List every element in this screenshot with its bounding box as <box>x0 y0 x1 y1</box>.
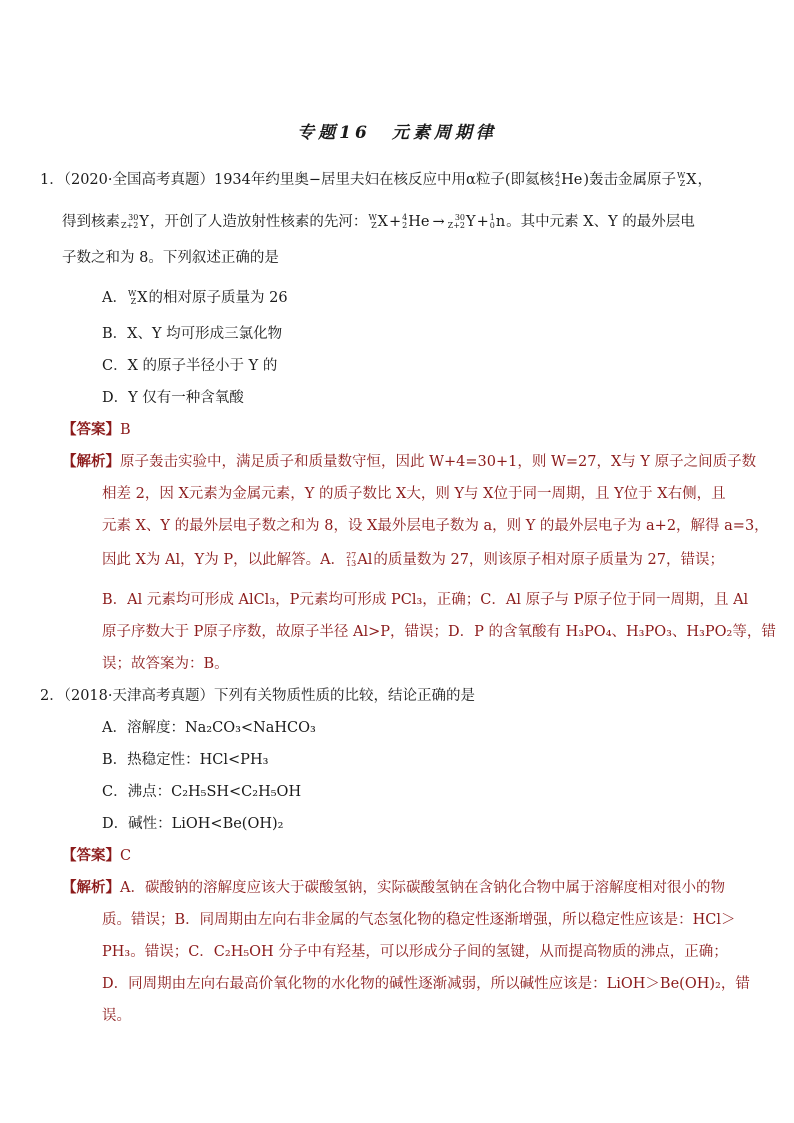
q2-analysis-line-5: 误。 <box>102 1008 131 1024</box>
nuclide-y: 30 Z+2 Y <box>121 213 149 230</box>
q1-option-d: D．Y 仅有一种含氧酸 <box>102 390 244 406</box>
q2-option-a: A．溶解度：Na₂CO₃<NaHCO₃ <box>102 720 316 736</box>
nuclide-he: 4 2 He <box>554 171 583 188</box>
q2-answer: 【答案】C <box>62 847 132 864</box>
q1-stem-line-1: 1．（2020·全国高考真题）1934年约里奥−居里夫妇在核反应中用α粒子(即氦核 4 2 He )轰击金属原子 W Z X ， <box>40 171 713 188</box>
analysis-label: 【解析】 <box>62 453 120 470</box>
q2-analysis-line-3: PH₃。错误；C．C₂H₅OH 分子中有羟基，可以形成分子间的氢键，从而提高物质的沸点，正确； <box>102 944 728 960</box>
q1-option-b: B．X、Y 均可形成三氯化物 <box>102 326 283 342</box>
q2-analysis-line-1: 【解析】A．碳酸钠的溶解度应该大于碳酸氢钠，实际碳酸氢钠在含钠化合物中属于溶解度相对很小的物 <box>62 879 725 896</box>
q1-stem-line-2: 得到核素 30 Z+2 Y ，开创了人造放射性核素的先河： W Z X + 4 2 He → 30 Z+2 Y + 1 0 n 。其中元素 X、Y 的最外层电 <box>62 213 695 230</box>
q1-analysis-line-2: 相差 2，因 X元素为金属元素，Y 的质子数比 X大，则 Y与 X位于同一周期，且 Y位于 X右侧，且 <box>102 486 726 502</box>
q1-stem-line-3: 子数之和为 8。下列叙述正确的是 <box>62 250 279 266</box>
answer-label: 【答案】 <box>62 847 120 864</box>
page-title: 专题16 元素周期律 <box>297 123 497 143</box>
q1-analysis-line-7: 误；故答案为：B。 <box>102 656 229 672</box>
answer-label: 【答案】 <box>62 421 120 438</box>
q2-analysis-line-2: 质。错误；B．同周期由左向右非金属的气态氢化物的稳定性逐渐增强，所以稳定性应该是：HCl＞ <box>102 912 736 928</box>
q1-analysis-line-3: 元素 X、Y 的最外层电子数之和为 8，设 X最外层电子数为 a，则 Y 的最外层电子为 a+2，解得 a=3， <box>102 518 769 534</box>
q1-analysis-line-4: 因此 X为 Al，Y为 P，以此解答。A． 27 13 Al 的质量数为 27，则该原子相对原子质量为 27，错误； <box>102 551 724 568</box>
nuclear-equation: W Z X + 4 2 He → 30 Z+2 Y + 1 0 n <box>368 213 506 230</box>
q2-option-d: D．碱性：LiOH<Be(OH)₂ <box>102 816 284 832</box>
q1-stem-text: 1．（2020·全国高考真题）1934年约里奥−居里夫妇在核反应中用α粒子(即氦核 <box>40 172 554 188</box>
nuclide-al: 27 13 Al <box>346 551 373 568</box>
q1-answer: 【答案】B <box>62 421 131 438</box>
q2-stem: 2．（2018·天津高考真题）下列有关物质性质的比较，结论正确的是 <box>40 688 475 704</box>
q1-option-a: A． W Z X 的相对原子质量为 26 <box>102 289 288 306</box>
q2-analysis-line-4: D．同周期由左向右最高价氧化物的水化物的碱性逐渐减弱，所以碱性应该是：LiOH＞Be(OH)₂，错 <box>102 976 750 992</box>
q1-analysis-line-5: B．Al 元素均可形成 AlCl₃，P元素均可形成 PCl₃，正确；C．Al 原子与 P原子位于同一周期，且 Al <box>102 592 749 608</box>
q1-option-c: C．X 的原子半径小于 Y 的 <box>102 358 278 374</box>
q2-option-b: B．热稳定性：HCl<PH₃ <box>102 752 269 768</box>
q1-analysis-line-1: 【解析】原子轰击实验中，满足质子和质量数守恒，因此 W+4=30+1，则 W=27，X与 Y 原子之间质子数 <box>62 453 757 470</box>
analysis-label: 【解析】 <box>62 879 120 896</box>
q2-option-c: C．沸点：C₂H₅SH<C₂H₅OH <box>102 784 302 800</box>
nuclide-x: W Z X <box>676 171 697 188</box>
q1-analysis-line-6: 原子序数大于 P原子序数，故原子半径 Al>P，错误；D．P 的含氧酸有 H₃PO₄、H₃PO₃、H₃PO₂等，错 <box>102 624 776 640</box>
